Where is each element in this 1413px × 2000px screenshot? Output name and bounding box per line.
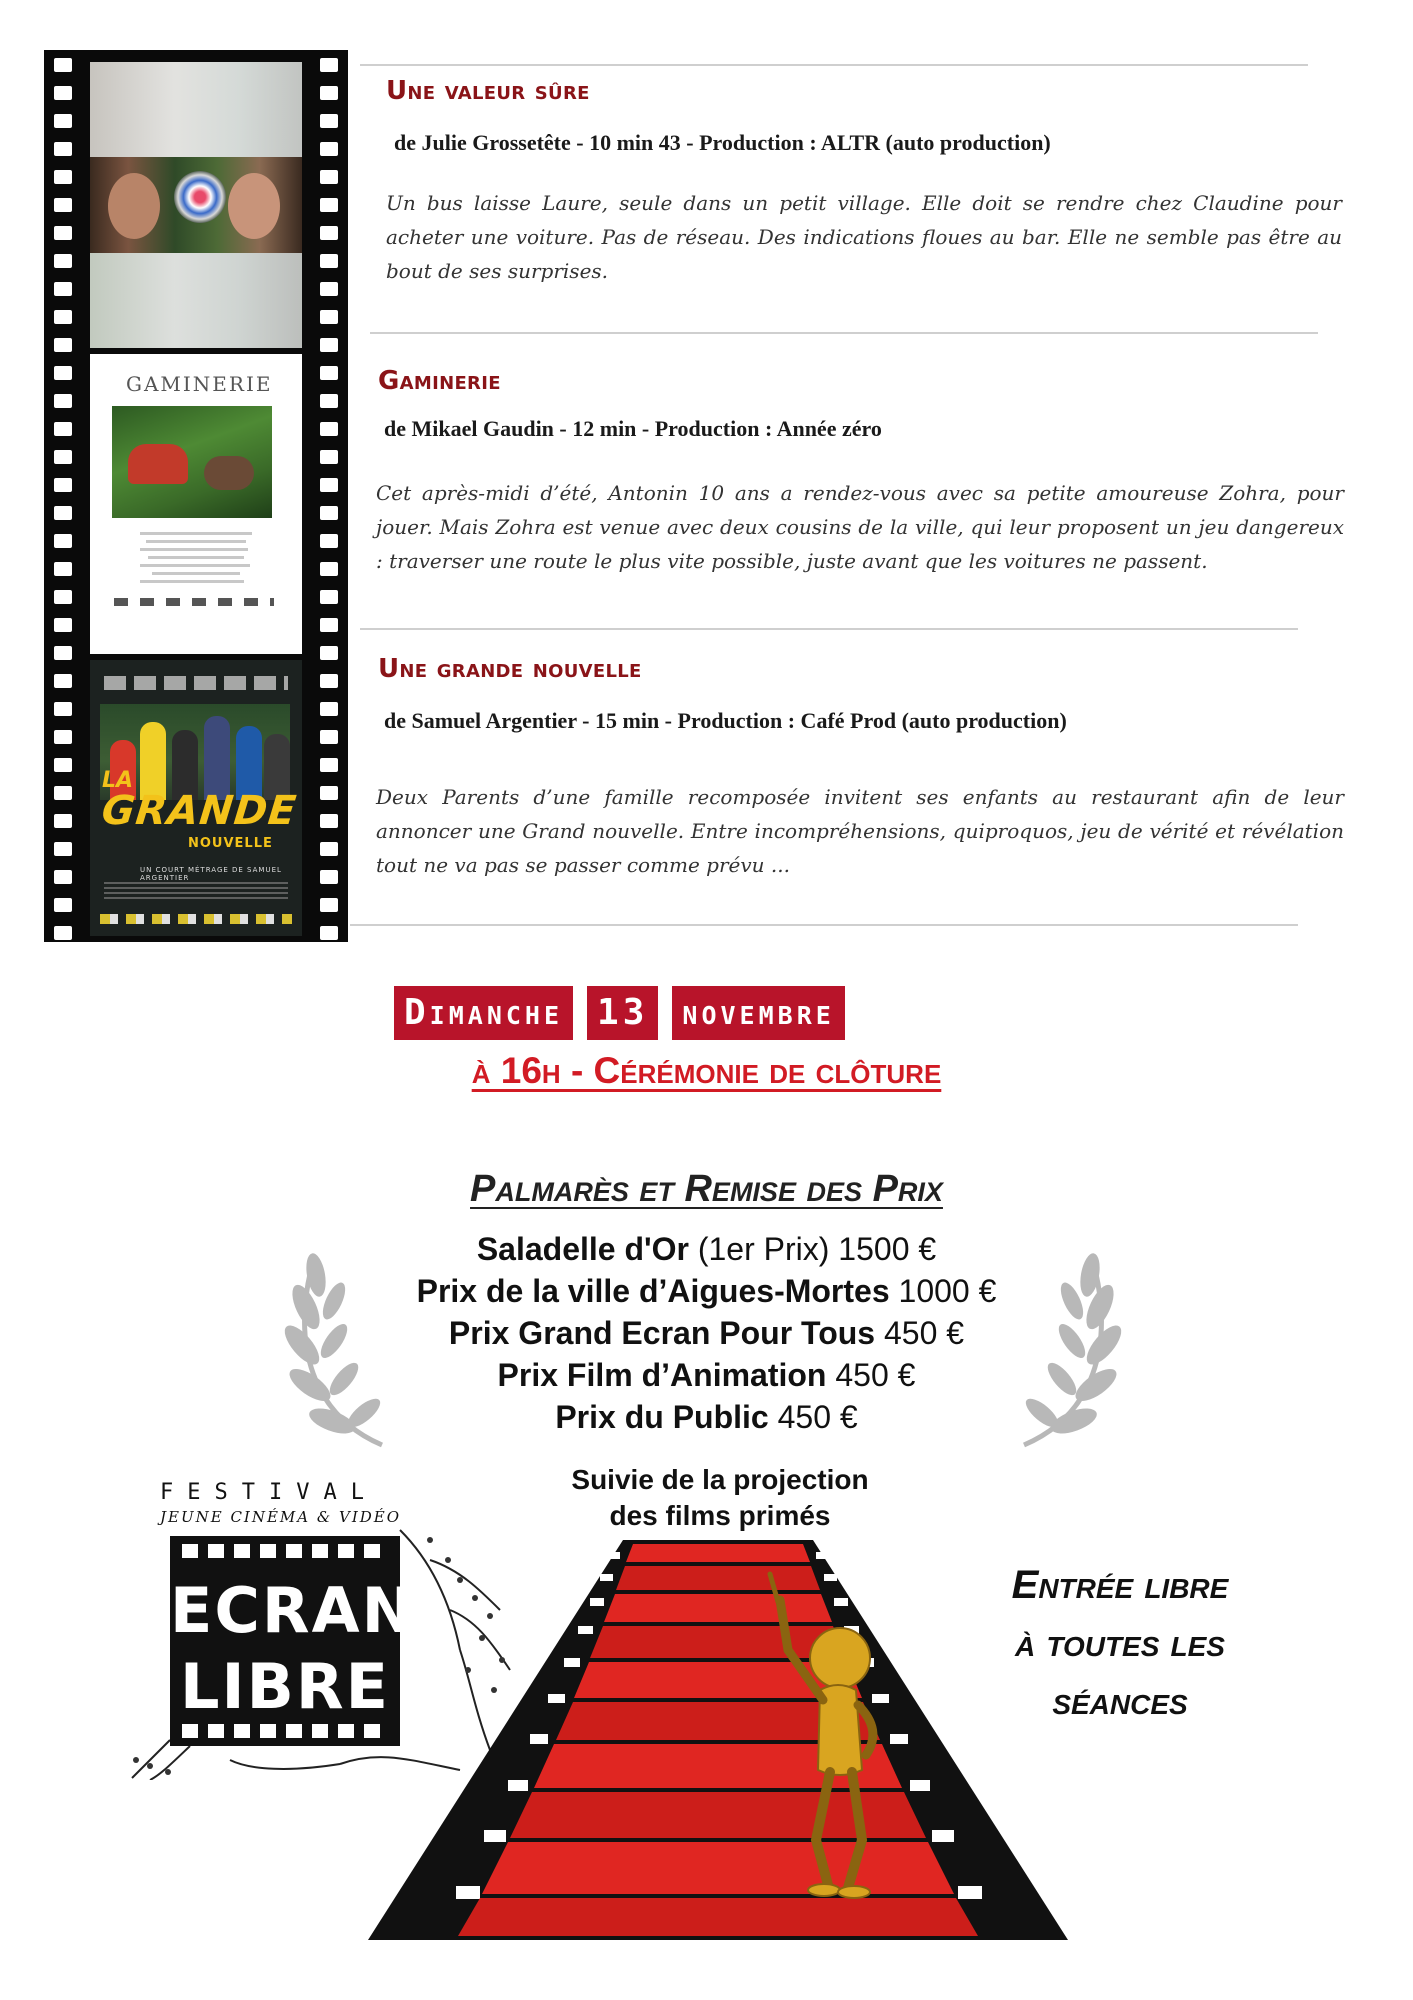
sprocket-hole <box>320 786 338 800</box>
sprocket-hole <box>54 814 72 828</box>
separator-rule <box>360 628 1298 630</box>
projection-line-2: des films primés <box>609 1500 831 1531</box>
still-woman-right <box>228 173 280 239</box>
poster-credit-line <box>140 580 244 583</box>
poster-sponsor-logos <box>100 914 292 924</box>
sprocket-hole <box>320 254 338 268</box>
poster-title-grande: GRANDE <box>99 788 300 834</box>
poster-credit-line <box>148 556 244 559</box>
sprocket-hole <box>54 618 72 632</box>
still-faded-bottom <box>90 253 302 348</box>
logo-film-frame <box>170 1536 416 1746</box>
logo-word-libre: LIBRE <box>180 1650 390 1723</box>
film-strip-perforations-left <box>54 50 72 942</box>
sprocket-hole <box>54 142 72 156</box>
sprocket-hole <box>54 842 72 856</box>
sprocket-hole <box>54 702 72 716</box>
logo-perforations-top <box>182 1544 388 1558</box>
sprocket-hole <box>320 142 338 156</box>
film-credits: de Mikael Gaudin - 12 min - Production : Année zéro <box>384 416 882 441</box>
still-faded-top <box>90 62 302 157</box>
sprocket-hole <box>54 562 72 576</box>
sprocket-hole <box>320 702 338 716</box>
poster-credit-line <box>140 532 252 535</box>
film-strip <box>44 50 348 942</box>
prize-item <box>0 1312 1413 1354</box>
sprocket-hole <box>54 394 72 408</box>
sprocket-hole <box>54 534 72 548</box>
sprocket-hole <box>54 226 72 240</box>
free-entry-line-3: séances <box>1052 1679 1188 1723</box>
poster-sponsor-logos <box>114 598 274 606</box>
prize-amount: 450 € <box>826 1357 916 1393</box>
sprocket-hole <box>320 590 338 604</box>
sprocket-hole <box>320 198 338 212</box>
sprocket-hole <box>320 170 338 184</box>
film-synopsis: Deux Parents d’une famille recomposée invitent ses enfants au restaurant afin de leur annoncer une Grand nouvelle. Entre incompréhensions, quiproquos, jeu de vérité et révélation tout ne va pas se passer comme prévu ... <box>376 785 1344 877</box>
film-title: Une valeur sûre <box>386 76 590 106</box>
sprocket-hole <box>320 506 338 520</box>
sprocket-hole <box>320 730 338 744</box>
free-entry-notice <box>960 1556 1280 1730</box>
free-entry-line-2: à toutes les <box>1015 1621 1225 1665</box>
sprocket-hole <box>320 926 338 940</box>
poster-gaminerie-title: GAMINERIE <box>126 372 273 396</box>
sprocket-hole <box>54 478 72 492</box>
ceremony-heading-text: à 16h - Cérémonie de clôture <box>471 1050 942 1091</box>
sprocket-hole <box>320 758 338 772</box>
sprocket-hole <box>320 450 338 464</box>
still-woman-left <box>108 173 160 239</box>
sprocket-hole <box>54 786 72 800</box>
sprocket-hole <box>54 450 72 464</box>
sprocket-hole <box>54 674 72 688</box>
still-photo <box>90 157 302 253</box>
sprocket-hole <box>320 674 338 688</box>
sprocket-hole <box>54 422 72 436</box>
sprocket-hole <box>320 618 338 632</box>
poster-title-nouvelle: NOUVELLE <box>188 836 273 851</box>
prize-name: Saladelle d'Or <box>476 1231 689 1267</box>
sprocket-hole <box>54 506 72 520</box>
sprocket-hole <box>320 226 338 240</box>
film-credits: de Samuel Argentier - 15 min - Production : Café Prod (auto production) <box>384 708 1067 733</box>
date-month: novembre <box>672 986 844 1040</box>
sprocket-hole <box>320 422 338 436</box>
sprocket-hole <box>320 282 338 296</box>
prize-item <box>0 1270 1413 1312</box>
prize-name: Prix Grand Ecran Pour Tous <box>448 1315 876 1351</box>
logo-subtitle: JEUNE CINÉMA & VIDÉO <box>160 1508 402 1526</box>
poster-cast-names <box>104 676 288 690</box>
prize-name: Prix de la ville d’Aigues-Mortes <box>416 1273 890 1309</box>
prize-name: Prix Film d’Animation <box>497 1357 827 1393</box>
ceremony-heading <box>0 1050 1413 1092</box>
poster-credit-line <box>146 540 246 543</box>
poster-child-red-shirt <box>128 444 188 484</box>
film-synopsis: Cet après-midi d’été, Antonin 10 ans a rendez-vous avec sa petite amoureuse Zohra, pour jouer. Mais Zohra est venue avec deux cousins de la ville, qui leur proposent un jeu dangereux : traverser une route le plus vite possible, juste avant que les voitures ne passent. <box>376 481 1344 573</box>
poster-child-lying <box>204 456 254 490</box>
separator-rule <box>360 64 1308 66</box>
logo-festival-text: FESTIVAL <box>160 1480 378 1505</box>
separator-rule <box>370 332 1318 334</box>
sprocket-hole <box>54 58 72 72</box>
film-title: Gaminerie <box>378 366 501 396</box>
sprocket-hole <box>320 310 338 324</box>
prize-item <box>0 1396 1413 1438</box>
poster-title-la: LA <box>102 768 134 793</box>
sprocket-hole <box>320 338 338 352</box>
poster-billing-block <box>104 882 288 902</box>
poster-gaminerie <box>90 354 302 654</box>
poster-la-grande-nouvelle <box>90 660 302 936</box>
sprocket-hole <box>54 254 72 268</box>
sprocket-hole <box>320 86 338 100</box>
sprocket-hole <box>320 58 338 72</box>
sprocket-hole <box>320 478 338 492</box>
prize-item <box>0 1228 1413 1270</box>
sprocket-hole <box>320 646 338 660</box>
poster-credit-line <box>140 564 250 567</box>
sprocket-hole <box>54 338 72 352</box>
sprocket-hole <box>54 870 72 884</box>
date-day-name: Dimanche <box>394 986 573 1040</box>
film-still-une-valeur-sure <box>90 62 302 348</box>
logo-word-ecran: ECRAN <box>170 1574 416 1647</box>
prize-item <box>0 1354 1413 1396</box>
prizes-heading: Palmarès et Remise des Prix <box>470 1168 943 1210</box>
sprocket-hole <box>54 282 72 296</box>
projection-line-1: Suivie de la projection <box>571 1464 869 1495</box>
sprocket-hole <box>54 758 72 772</box>
separator-rule <box>350 924 1298 926</box>
sprocket-hole <box>54 926 72 940</box>
film-strip-perforations-right <box>320 50 338 942</box>
projection-note <box>510 1462 930 1534</box>
sprocket-hole <box>320 562 338 576</box>
sprocket-hole <box>54 898 72 912</box>
poster-credit-line <box>140 548 248 551</box>
poster-credit-line <box>152 572 240 575</box>
date-banner <box>394 986 845 1040</box>
sprocket-hole <box>320 898 338 912</box>
sprocket-hole <box>320 114 338 128</box>
sprocket-hole <box>54 170 72 184</box>
sprocket-hole <box>54 646 72 660</box>
date-day-number: 13 <box>587 986 658 1040</box>
sprocket-hole <box>320 534 338 548</box>
sprocket-hole <box>54 590 72 604</box>
sprocket-hole <box>320 814 338 828</box>
prize-amount: 450 € <box>768 1399 858 1435</box>
logo-perforations-bottom <box>182 1724 388 1738</box>
sprocket-hole <box>320 870 338 884</box>
poster-director-credit: UN COURT MÉTRAGE DE SAMUEL ARGENTIER <box>140 866 282 882</box>
prize-list <box>0 1228 1413 1438</box>
film-synopsis: Un bus laisse Laure, seule dans un petit village. Elle doit se rendre chez Claudine pour acheter une voiture. Pas de réseau. Des indications floues au bar. Elle ne semble pas être au bout de ses surprises. <box>386 191 1342 283</box>
sprocket-hole <box>320 366 338 380</box>
film-credits: de Julie Grossetête - 10 min 43 - Production : ALTR (auto production) <box>394 130 1051 155</box>
still-flower-bouquet <box>174 171 226 223</box>
sprocket-hole <box>54 366 72 380</box>
sprocket-hole <box>54 114 72 128</box>
prize-name: Prix du Public <box>555 1399 769 1435</box>
prize-amount: (1er Prix) 1500 € <box>688 1231 937 1267</box>
prize-amount: 450 € <box>875 1315 965 1351</box>
sprocket-hole <box>54 310 72 324</box>
prize-amount: 1000 € <box>889 1273 997 1309</box>
sprocket-hole <box>320 394 338 408</box>
free-entry-line-1: Entrée libre <box>1011 1563 1229 1607</box>
sprocket-hole <box>54 86 72 100</box>
poster-gaminerie-photo <box>112 406 272 518</box>
sprocket-hole <box>54 198 72 212</box>
sprocket-hole <box>54 730 72 744</box>
sprocket-hole <box>320 842 338 856</box>
film-title: Une grande nouvelle <box>378 654 642 684</box>
